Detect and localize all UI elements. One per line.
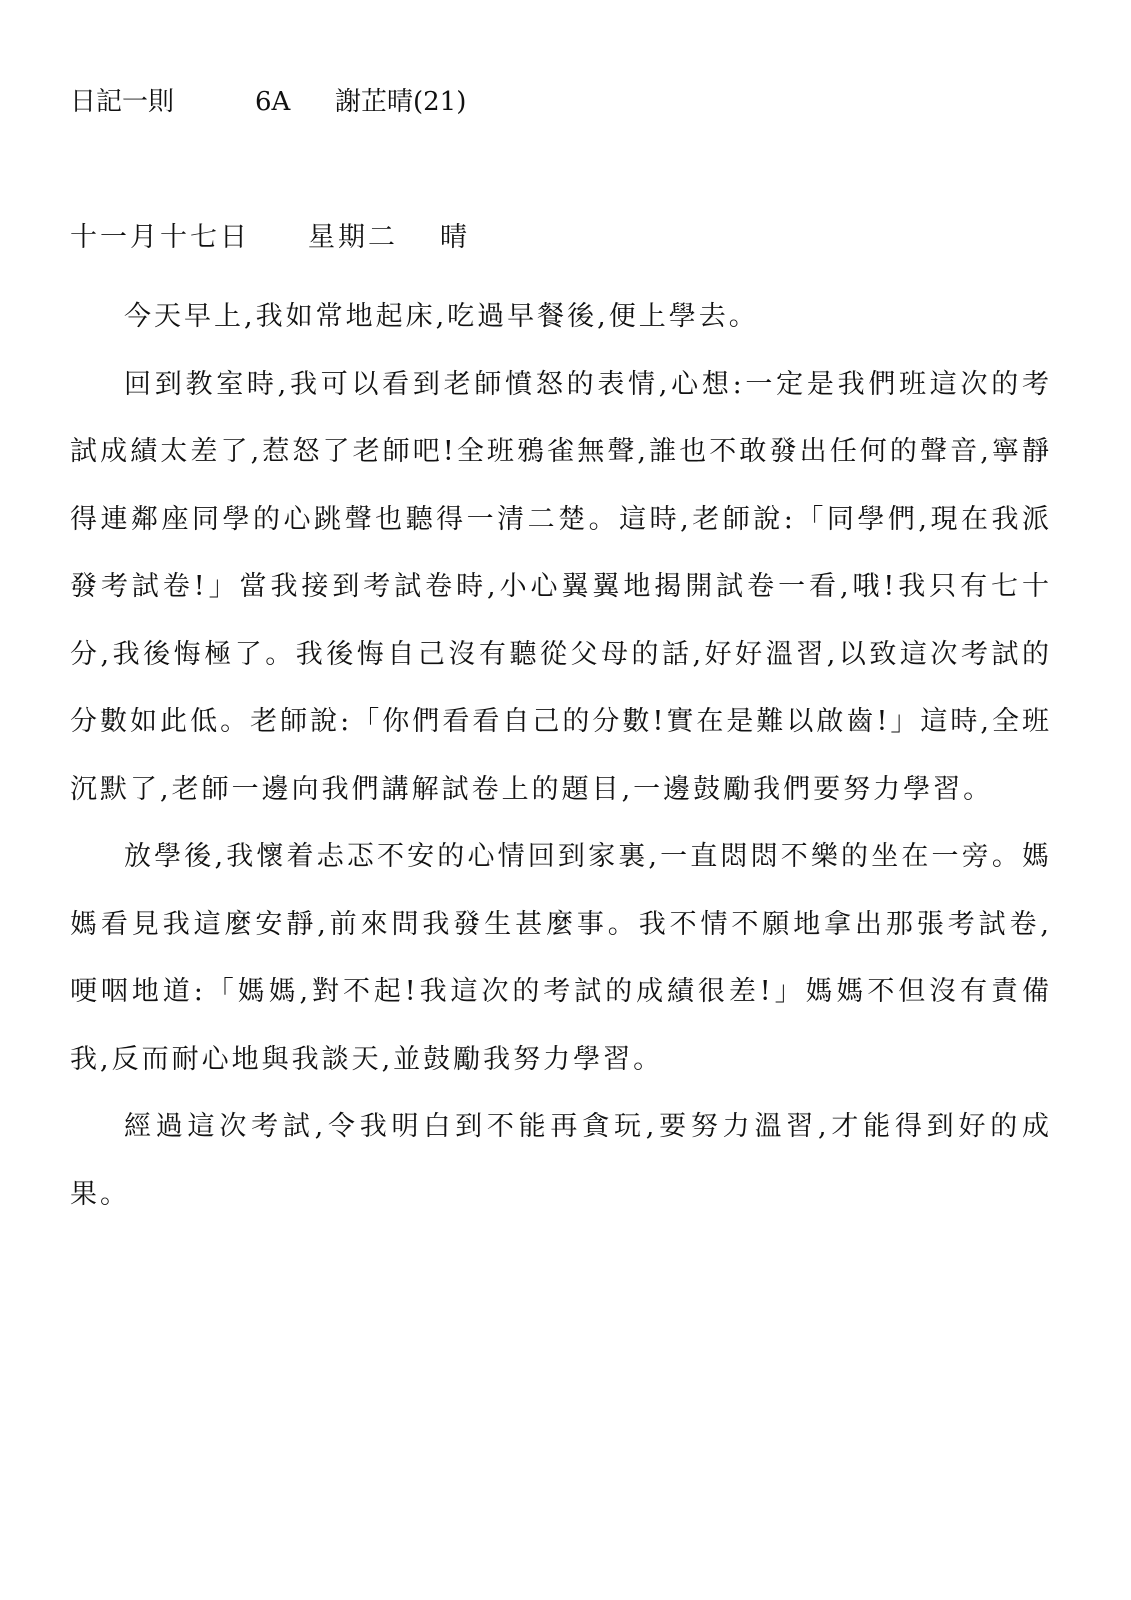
entry-date: 十一月十七日 bbox=[70, 222, 250, 253]
paragraph: 今天早上,我如常地起床,吃過早餐後,便上學去。 bbox=[124, 301, 759, 332]
paragraph: 經過這次考試,令我明白到不能再貪玩,要努力溫習,才能得到好的成果。 bbox=[70, 1111, 1052, 1210]
entry-date-line bbox=[70, 218, 470, 258]
document-title: 日記一則 bbox=[70, 87, 175, 117]
student-name: 謝芷晴(21) bbox=[335, 87, 467, 117]
paragraph: 放學後,我懷着忐忑不安的心情回到家裏,一直悶悶不樂的坐在一旁。媽媽看見我這麼安靜,前來問我發生甚麼事。我不情不願地拿出那張考試卷,哽咽地道:「媽媽,對不起!我這次的考試的成績很差!」媽媽不但沒有責備我,反而耐心地與我談天,並鼓勵我努力學習。 bbox=[70, 841, 1052, 1075]
entry-weather: 晴 bbox=[440, 222, 470, 253]
paragraph: 回到教室時,我可以看到老師憤怒的表情,心想:一定是我們班這次的考試成績太差了,惹怒了老師吧!全班鴉雀無聲,誰也不敢發出任何的聲音,寧靜得連鄰座同學的心跳聲也聽得一清二楚。這時,老師說:「同學們,現在我派發考試卷!」當我接到考試卷時,小心翼翼地揭開試卷一看,哦!我只有七十分,我後悔極了。我後悔自己沒有聽從父母的話,好好溫習,以致這次考試的分數如此低。老師說:「你們看看自己的分數!實在是難以啟齒!」這時,全班沉默了,老師一邊向我們講解試卷上的題目,一邊鼓勵我們要努力學習。 bbox=[70, 368, 1052, 805]
entry-weekday: 星期二 bbox=[308, 222, 398, 253]
diary-body bbox=[70, 283, 1052, 1228]
student-class: 6A bbox=[255, 87, 291, 117]
document-header bbox=[70, 82, 466, 122]
